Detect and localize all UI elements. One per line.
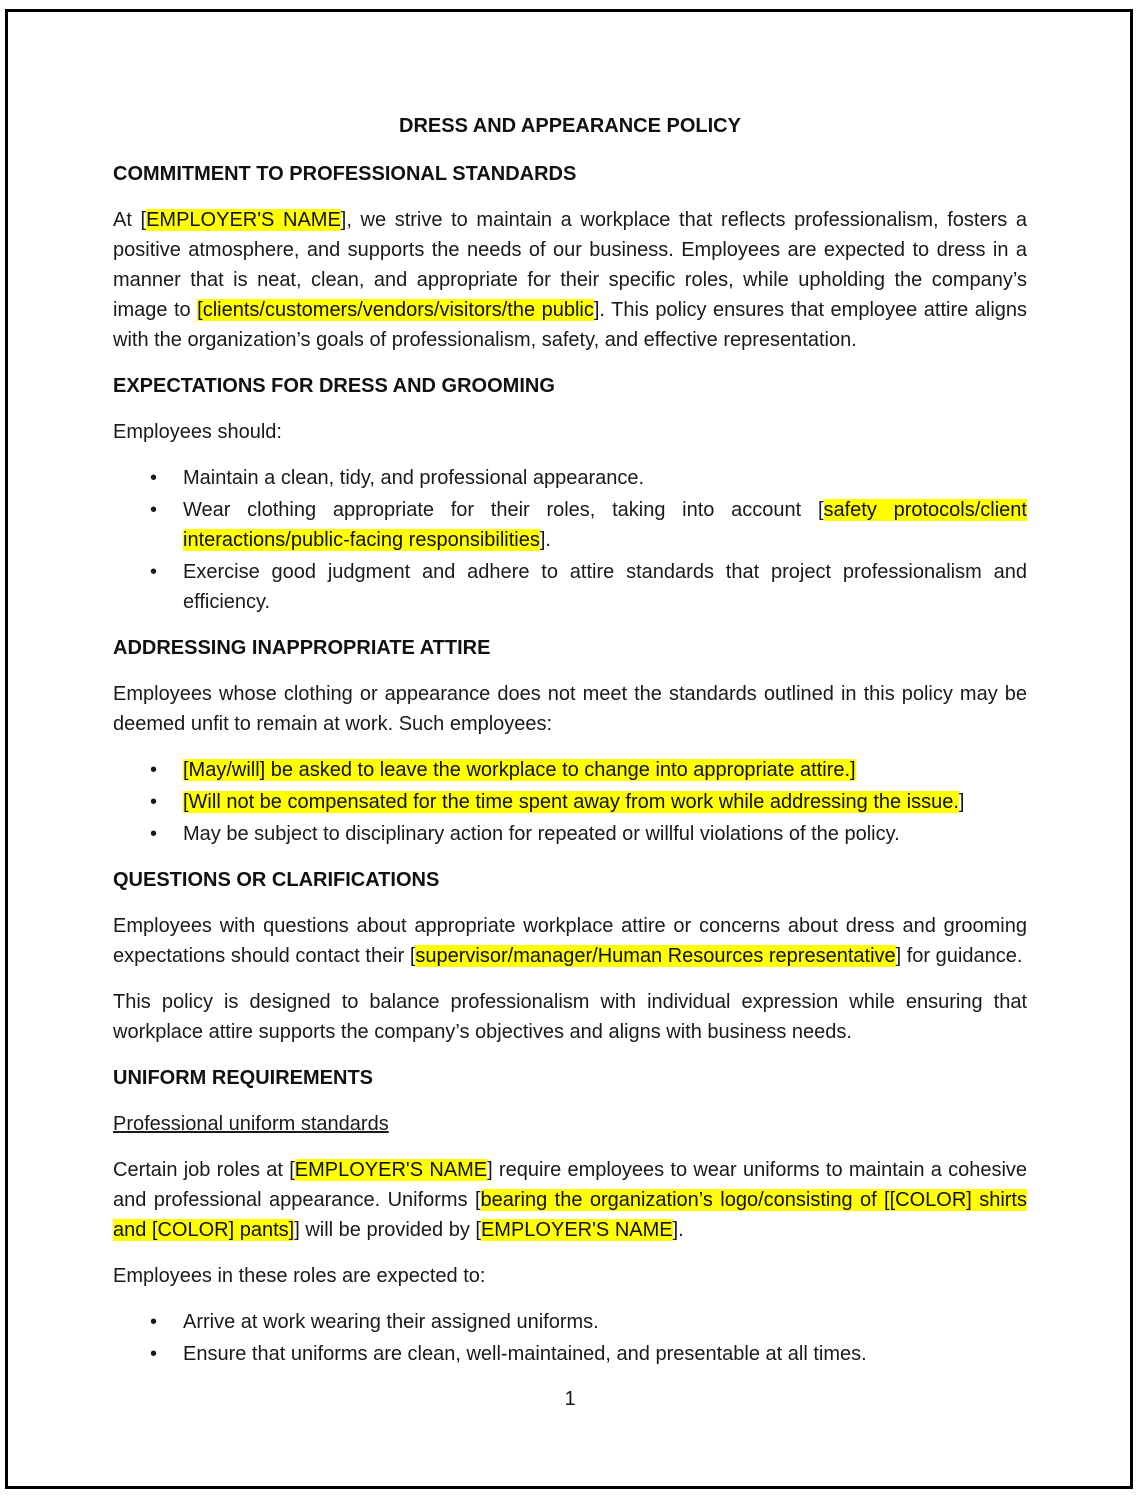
list-item-text	[183, 787, 1027, 817]
list-item	[150, 463, 1027, 493]
text-segment: Ensure that uniforms are clean, well-maintained, and presentable at all times.	[183, 1343, 867, 1365]
paragraph-questions	[113, 911, 1027, 971]
paragraph-uniform-intro: Employees in these roles are expected to:	[113, 1265, 486, 1287]
list-item-text	[183, 1307, 1027, 1337]
list-item	[150, 819, 1027, 849]
section-heading-expectations: EXPECTATIONS FOR DRESS AND GROOMING	[113, 375, 555, 397]
text-segment: ]. This policy ensures that employee attire aligns with the organization’s goals of professionalism, safety, and effective representation.	[113, 299, 1028, 351]
page-number: 1	[564, 1388, 576, 1410]
list-item	[150, 1307, 1027, 1337]
subheading-uniform-standards: Professional uniform standards	[113, 1113, 389, 1135]
list-item-text	[183, 819, 1027, 849]
text-segment: ].	[539, 529, 551, 551]
text-segment: ].	[672, 1219, 684, 1241]
section-expectations	[113, 371, 1027, 617]
section-heading-questions: QUESTIONS OR CLARIFICATIONS	[113, 869, 440, 891]
highlighted-placeholder: EMPLOYER'S NAME	[146, 209, 341, 231]
bullet-list-uniform	[113, 1307, 1027, 1369]
bullet-icon: •	[150, 561, 158, 583]
section-heading-addressing: ADDRESSING INAPPROPRIATE ATTIRE	[113, 637, 491, 659]
bullet-icon: •	[150, 823, 158, 845]
list-item	[150, 495, 1027, 555]
bullet-list-addressing	[113, 755, 1027, 849]
highlighted-placeholder: bearing the organization’s logo/consisting of [[COLOR] shirts and [COLOR] pants]	[113, 1189, 1027, 1241]
text-segment: Maintain a clean, tidy, and professional appearance.	[183, 467, 645, 489]
section-heading-commitment: COMMITMENT TO PROFESSIONAL STANDARDS	[113, 163, 577, 185]
text-segment: Arrive at work wearing their assigned uniforms.	[183, 1311, 599, 1333]
paragraph-addressing: Employees whose clothing or appearance does not meet the standards outlined in this policy may be deemed unfit to remain at work. Such employees:	[113, 683, 1027, 735]
page-content	[113, 111, 1027, 1385]
section-addressing	[113, 633, 1027, 849]
text-segment: ] will be provided by [	[294, 1219, 481, 1241]
paragraph-commitment	[113, 205, 1027, 355]
highlighted-placeholder: EMPLOYER'S NAME	[480, 1219, 673, 1241]
section-uniform	[113, 1063, 1027, 1369]
list-item-text	[183, 557, 1027, 617]
bullet-icon: •	[150, 1343, 158, 1365]
list-item-text	[183, 495, 1027, 555]
text-segment: ]	[958, 791, 965, 813]
list-item-text	[183, 463, 1027, 493]
paragraph-expectations-intro: Employees should:	[113, 421, 282, 443]
section-commitment	[113, 159, 1027, 355]
bullet-icon: •	[150, 759, 158, 781]
highlighted-placeholder: EMPLOYER'S NAME	[294, 1159, 488, 1181]
document-title: DRESS AND APPEARANCE POLICY	[399, 115, 741, 137]
list-item	[150, 557, 1027, 617]
bullet-icon: •	[150, 1311, 158, 1333]
list-item-text	[183, 1339, 1027, 1369]
highlighted-placeholder: [Will not be compensated for the time spent away from work while addressing the issue.	[183, 791, 959, 813]
bullet-icon: •	[150, 791, 158, 813]
text-segment: May be subject to disciplinary action for repeated or willful violations of the policy.	[183, 823, 900, 845]
list-item	[150, 787, 1027, 817]
bullet-list-expectations	[113, 463, 1027, 617]
highlighted-placeholder: safety protocols/client interactions/public-facing responsibilities	[183, 499, 1027, 551]
bullet-icon: •	[150, 499, 158, 521]
text-segment: ], we strive to maintain a workplace that reflects professionalism, fosters a positive atmosphere, and supports the needs of our business. Employees are expected to dress in a manner that is neat, clean, and appropriate for their specific roles, while upholding the company’s image to	[113, 209, 1028, 321]
text-segment: ] require employees to wear uniforms to maintain a cohesive and professional appearance. Uniforms [	[113, 1159, 1028, 1211]
text-segment: Wear clothing appropriate for their roles, taking into account [	[183, 499, 824, 521]
text-segment: Exercise good judgment and adhere to attire standards that project professionalism and efficiency.	[183, 561, 1027, 613]
text-segment: At [	[113, 209, 147, 231]
section-heading-uniform: UNIFORM REQUIREMENTS	[113, 1067, 373, 1089]
highlighted-placeholder: supervisor/manager/Human Resources representative	[415, 945, 896, 967]
text-segment: Certain job roles at [	[113, 1159, 295, 1181]
bullet-icon: •	[150, 467, 158, 489]
text-segment: ] for guidance.	[895, 945, 1023, 967]
text-segment: Employees with questions about appropriate workplace attire or concerns about dress and grooming expectations should contact their [	[113, 915, 1027, 967]
paragraph-uniform	[113, 1155, 1027, 1245]
list-item	[150, 755, 1027, 785]
highlighted-placeholder: [May/will] be asked to leave the workplace to change into appropriate attire.]	[183, 759, 856, 781]
list-item	[150, 1339, 1027, 1369]
highlighted-placeholder: [clients/customers/vendors/visitors/the public	[197, 299, 594, 321]
section-questions	[113, 865, 1027, 1047]
paragraph-policy-balance: This policy is designed to balance professionalism with individual expression while ensuring that workplace attire supports the company’s objectives and aligns with business needs.	[113, 991, 1027, 1043]
list-item-text	[183, 755, 1027, 785]
